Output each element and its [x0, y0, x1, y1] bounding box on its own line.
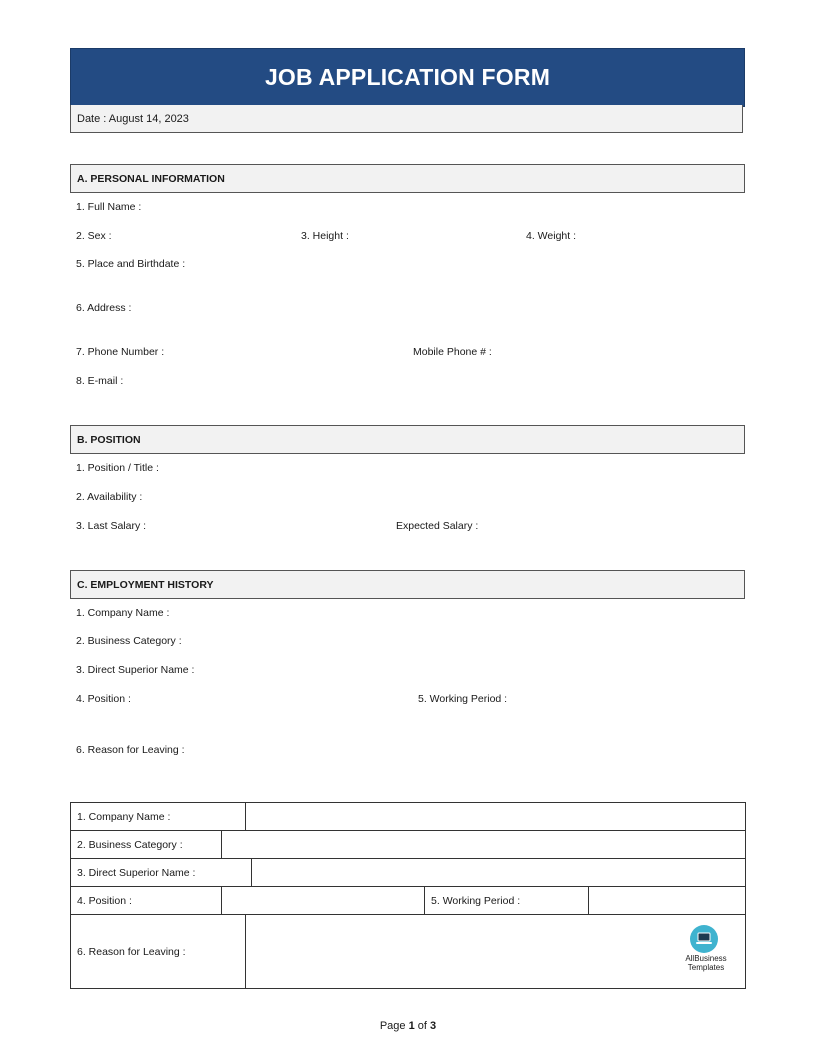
table-company-label: 1. Company Name : [71, 803, 246, 831]
phone-label: 7. Phone Number : [76, 346, 165, 358]
working-period-label: 5. Working Period : [418, 693, 508, 705]
table-period-label: 5. Working Period : [425, 887, 589, 915]
form-title: JOB APPLICATION FORM [70, 48, 745, 107]
section-c-header: C. EMPLOYMENT HISTORY [70, 570, 745, 599]
position-title-label: 1. Position / Title : [76, 462, 159, 474]
table-row [71, 803, 746, 831]
employment-position-label: 4. Position : [76, 693, 131, 705]
table-superior-label: 3. Direct Superior Name : [71, 859, 252, 887]
table-row [71, 831, 746, 859]
table-row [71, 859, 746, 887]
availability-label: 2. Availability : [76, 491, 143, 503]
reason-leaving-label: 6. Reason for Leaving : [76, 744, 185, 756]
table-period-value[interactable] [589, 887, 746, 915]
logo-line-1: AllBusiness [685, 954, 727, 963]
table-reason-label: 6. Reason for Leaving : [71, 915, 246, 989]
page-number: 1 [408, 1020, 415, 1032]
company-name-label: 1. Company Name : [76, 607, 170, 619]
table-row [71, 887, 746, 915]
sex-label: 2. Sex : [76, 230, 112, 242]
last-salary-label: 3. Last Salary : [76, 520, 147, 532]
table-company-value[interactable] [246, 803, 746, 831]
page-prefix: Page [379, 1020, 409, 1032]
direct-superior-label: 3. Direct Superior Name : [76, 664, 195, 676]
page-of: of [414, 1020, 431, 1032]
section-a-header: A. PERSONAL INFORMATION [70, 164, 745, 193]
page-total: 3 [430, 1020, 437, 1032]
logo-text [676, 954, 736, 972]
table-reason-value[interactable] [246, 915, 746, 989]
logo-line-2: Templates [687, 963, 725, 972]
page-indicator [0, 1020, 816, 1032]
table-row [71, 915, 746, 989]
table-category-value[interactable] [222, 831, 746, 859]
section-b-header: B. POSITION [70, 425, 745, 454]
table-position-value[interactable] [222, 887, 425, 915]
email-label: 8. E-mail : [76, 375, 124, 387]
expected-salary-label: Expected Salary : [396, 520, 479, 532]
address-label: 6. Address : [76, 302, 132, 314]
employment-history-table [70, 802, 746, 989]
mobile-label: Mobile Phone # : [413, 346, 492, 358]
table-superior-value[interactable] [252, 859, 746, 887]
date-line: Date : August 14, 2023 [70, 105, 743, 133]
table-position-label: 4. Position : [71, 887, 222, 915]
weight-label: 4. Weight : [526, 230, 576, 242]
business-category-label: 2. Business Category : [76, 635, 182, 647]
laptop-icon [690, 925, 718, 953]
full-name-label: 1. Full Name : [76, 201, 142, 213]
height-label: 3. Height : [301, 230, 349, 242]
place-birthdate-label: 5. Place and Birthdate : [76, 258, 186, 270]
table-category-label: 2. Business Category : [71, 831, 222, 859]
